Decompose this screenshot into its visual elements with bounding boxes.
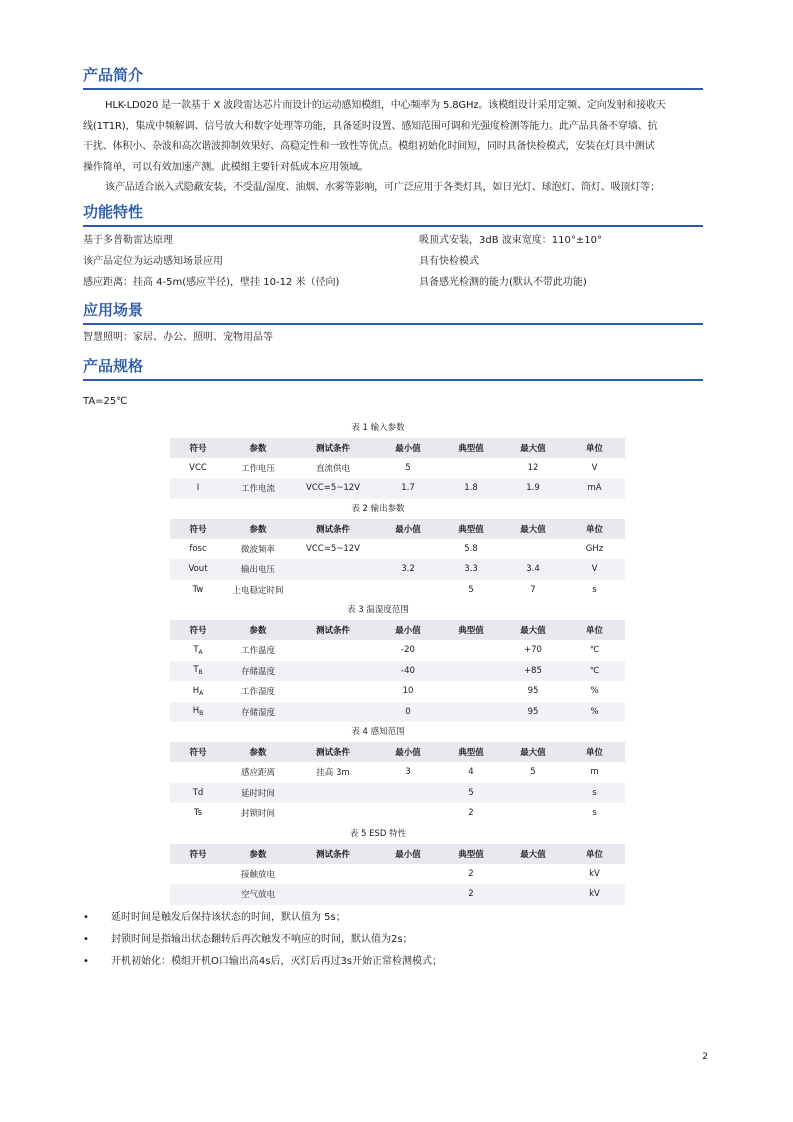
table-cell: 95: [527, 686, 539, 697]
table-header-row: [170, 519, 625, 539]
table-row: [170, 864, 625, 885]
bullet-icon: •: [83, 933, 89, 945]
table-cell: 5: [468, 584, 474, 595]
table-cell: VCC=5~12V: [306, 543, 360, 554]
section-rule: [83, 88, 703, 90]
table-cell: 工作湿度: [240, 687, 275, 698]
table-cell: [502, 864, 564, 885]
table-cell: 3.3: [440, 559, 502, 580]
spec-table: [170, 620, 625, 722]
table-cell: +70: [524, 645, 542, 656]
table-cell: 7: [530, 584, 536, 595]
table-header-cell: 参数: [226, 742, 290, 762]
table-cell: [290, 580, 376, 601]
table-cell: ℃: [589, 645, 600, 656]
table-header-cell: 单位: [564, 742, 625, 762]
table-header-cell: 参数: [226, 620, 290, 640]
table-cell: [290, 783, 376, 804]
feature-item: 吸顶式安装，3dB 波束宽度：110°±10°: [419, 234, 602, 246]
table-header-cell: 最小值: [376, 620, 440, 640]
table-cell: [502, 803, 564, 824]
table-cell: 5.8: [464, 543, 478, 554]
section-title-intro: 产品简介: [83, 66, 144, 84]
spec-table: [170, 742, 625, 824]
table-header-cell: 参数: [226, 438, 290, 458]
feature-list: [83, 230, 703, 293]
table-cell: [170, 864, 226, 885]
table-cell: 直流供电: [315, 463, 350, 474]
table-cell: [502, 539, 564, 560]
table-cell: [170, 762, 226, 783]
table-cell: 2: [468, 868, 474, 879]
table-header-cell: 符号: [170, 438, 226, 458]
table-cell: s: [592, 808, 597, 819]
table-cell: [290, 884, 376, 905]
table-cell: 1.9: [502, 478, 564, 499]
table-header-row: [170, 742, 625, 762]
table-header-cell: 测试条件: [290, 742, 376, 762]
table-caption: 表 4 感知范围: [351, 727, 405, 737]
table-cell: $T_B$: [170, 661, 226, 682]
note-text: 延时时间是触发后保持该状态的时间，默认值为 5s；: [111, 911, 346, 923]
table-cell: [502, 783, 564, 804]
bullet-icon: •: [83, 955, 89, 967]
table-cell: 输出电压: [226, 559, 290, 580]
table-row: [170, 580, 625, 601]
table-cell: [376, 539, 440, 560]
table-header-cell: 测试条件: [290, 844, 376, 864]
table-cell: 4: [468, 767, 474, 778]
table-cell: [376, 884, 440, 905]
table-cell: 工作电流: [226, 478, 290, 499]
feature-item: 具备感光检测的能力(默认不带此功能): [419, 276, 587, 288]
table-cell: [290, 681, 376, 702]
table-cell: 工作电压: [240, 463, 275, 474]
table-header-cell: 典型值: [440, 620, 502, 640]
table-cell: Ts: [193, 808, 203, 819]
section-rule: [83, 225, 703, 227]
table-header-row: [170, 844, 625, 864]
table-row: [170, 783, 625, 804]
table-header-cell: 最小值: [376, 844, 440, 864]
feature-item: 该产品定位为运动感知场景应用: [83, 255, 223, 267]
table-cell: %: [564, 702, 625, 723]
table-caption: 表 2 输出参数: [351, 503, 405, 514]
table-cell: 接触放电: [240, 869, 275, 880]
table-cell: [290, 864, 376, 885]
table-cell: [170, 884, 226, 905]
table-caption: 表 5 ESD 特性: [349, 828, 407, 839]
table-cell: [290, 702, 376, 723]
table-header-row: [170, 620, 625, 640]
table-cell: 3: [405, 767, 411, 778]
table-cell: 存储温度: [226, 661, 290, 682]
table-row: [170, 702, 625, 723]
table-cell: I: [170, 478, 226, 499]
intro-line: 操作简单，可以有效加速产测。此模组主要针对低成本应用领域。: [83, 161, 369, 173]
table-cell: 2: [468, 808, 474, 819]
table-header-cell: 典型值: [440, 844, 502, 864]
section-rule: [83, 323, 703, 325]
table-header-cell: 测试条件: [290, 519, 376, 539]
table-cell: ℃: [564, 661, 625, 682]
table-cell: kV: [589, 868, 600, 879]
table-cell: [376, 783, 440, 804]
table-cell: V: [591, 462, 598, 473]
notes-list: [83, 907, 703, 973]
table-cell: fosc: [189, 543, 207, 554]
table-header-cell: 单位: [564, 844, 625, 864]
table-cell: mA: [564, 478, 625, 499]
table-header-cell: 参数: [226, 519, 290, 539]
section-title-features: 功能特性: [83, 202, 144, 221]
table-header-cell: 典型值: [440, 742, 502, 762]
intro-line: 线(1T1R)，集成中频解调、信号放大和数字处理等功能，具备延时设置、感知范围可调和光强度检测等能力。此产品具备不穿墙、抗: [83, 120, 658, 132]
table-cell: [290, 661, 376, 682]
table-header-cell: 最大值: [502, 519, 564, 539]
table-row: [170, 661, 625, 682]
table-cell: 0: [376, 702, 440, 723]
note-item: [83, 929, 703, 951]
table-caption: 表 1 输入参数: [351, 422, 405, 433]
feature-item: 感应距离：挂高 4-5m(感应半径)，壁挂 10-12 米（径向): [83, 276, 340, 288]
spec-tables: [83, 418, 703, 905]
note-text: 开机初始化：模组开机O口输出高4s后，灭灯后再过3s开始正常检测模式；: [111, 955, 443, 967]
table-cell: 存储湿度: [226, 702, 290, 723]
table-cell: [440, 702, 502, 723]
table-header-cell: 最小值: [376, 742, 440, 762]
section-title-specs: 产品规格: [83, 356, 144, 375]
table-cell: 3.4: [502, 559, 564, 580]
table-row: [170, 884, 625, 905]
feature-item: 具有快检模式: [419, 255, 479, 267]
ta-condition: TA=25℃: [83, 395, 128, 407]
table-cell: [290, 803, 376, 824]
intro-line: 该产品适合嵌入式隐蔽安装，不受温/湿度、油烟、水雾等影响，可广泛应用于各类灯具，如日光灯、球泡灯、筒灯、吸顶灯等；: [105, 182, 660, 193]
intro-paragraph: [83, 96, 703, 199]
table-cell: GHz: [585, 543, 604, 554]
table-header-cell: 最大值: [502, 438, 564, 458]
table-cell: 上电稳定时间: [232, 585, 284, 596]
table-header-cell: 最大值: [502, 844, 564, 864]
table-row: [170, 559, 625, 580]
feature-item: 基于多普勒雷达原理: [83, 234, 173, 246]
bullet-icon: •: [83, 911, 89, 923]
table-cell: 空气放电: [226, 884, 290, 905]
table-cell: +85: [502, 661, 564, 682]
table-header-cell: 单位: [564, 438, 625, 458]
table-cell: [376, 864, 440, 885]
table-cell: 1.7: [376, 478, 440, 499]
table-header-cell: 符号: [170, 519, 226, 539]
table-cell: $H_A$: [192, 685, 204, 697]
table-row: [170, 803, 625, 824]
table-cell: -40: [376, 661, 440, 682]
table-header-cell: 最小值: [376, 519, 440, 539]
spec-table: [170, 844, 625, 905]
table-cell: -20: [401, 645, 415, 656]
table-header-cell: 最大值: [502, 742, 564, 762]
table-cell: [440, 681, 502, 702]
table-cell: 2: [440, 884, 502, 905]
table-cell: 5: [530, 767, 536, 778]
table-cell: [290, 559, 376, 580]
table-header-cell: 测试条件: [290, 620, 376, 640]
table-row: [170, 640, 625, 661]
table-cell: %: [590, 686, 599, 697]
table-cell: 12: [527, 462, 539, 473]
table-cell: [440, 640, 502, 661]
table-cell: [502, 884, 564, 905]
table-cell: Vout: [170, 559, 226, 580]
table-cell: kV: [564, 884, 625, 905]
table-cell: VCC: [189, 462, 207, 473]
table-cell: s: [564, 783, 625, 804]
table-row: [170, 762, 625, 783]
table-header-cell: 典型值: [440, 519, 502, 539]
table-cell: 封锁时间: [240, 809, 275, 820]
table-cell: 95: [502, 702, 564, 723]
table-cell: 感应距离: [240, 768, 275, 779]
table-cell: 挂高 3m: [316, 768, 350, 779]
table-row: [170, 478, 625, 499]
note-item: [83, 907, 703, 929]
note-text: 封锁时间是指输出状态翻转后再次触发不响应的时间，默认值为2s；: [111, 933, 413, 945]
table-cell: [440, 661, 502, 682]
table-cell: [440, 458, 502, 479]
table-row: [170, 458, 625, 479]
intro-line: HLK-LD020 是一款基于 X 波段雷达芯片而设计的运动感知模组，中心频率为 5.8GHz。该模组设计采用定频、定向发射和接收天: [105, 100, 666, 111]
section-rule: [83, 379, 703, 381]
table-header-cell: 单位: [564, 620, 625, 640]
table-header-cell: 符号: [170, 844, 226, 864]
table-cell: Tw: [192, 584, 204, 595]
section-title-applications: 应用场景: [83, 300, 144, 319]
table-cell: VCC=5~12V: [290, 478, 376, 499]
table-header-cell: 最大值: [502, 620, 564, 640]
table-header-cell: 最小值: [376, 438, 440, 458]
table-cell: 10: [402, 686, 414, 697]
table-row: [170, 681, 625, 702]
table-caption: 表 3 温湿度范围: [347, 605, 409, 615]
document-page: [83, 64, 703, 973]
table-header-cell: 单位: [564, 519, 625, 539]
note-item: [83, 951, 703, 973]
table-header-row: [170, 438, 625, 458]
table-header-cell: 典型值: [440, 438, 502, 458]
table-cell: $T_A$: [193, 644, 203, 656]
table-cell: 3.2: [376, 559, 440, 580]
table-cell: 工作温度: [240, 646, 275, 657]
intro-line: 干扰、体积小、杂波和高次谐波抑制效果好、高稳定性和一致性等优点。模组初始化时间短，同时具备快检模式，安装在灯具中测试: [83, 141, 655, 152]
applications-text: 智慧照明：家居、办公、照明、宠物用品等: [83, 331, 273, 343]
table-row: [170, 539, 625, 560]
table-header-cell: 符号: [170, 620, 226, 640]
spec-table: [170, 519, 625, 601]
table-header-cell: 参数: [226, 844, 290, 864]
table-cell: $H_B$: [170, 702, 226, 723]
table-cell: [376, 803, 440, 824]
spec-table: [170, 438, 625, 499]
table-cell: 1.8: [440, 478, 502, 499]
table-cell: 微波频率: [240, 544, 275, 555]
table-cell: m: [590, 767, 599, 778]
table-cell: 5: [440, 783, 502, 804]
page-number: 2: [702, 1052, 708, 1062]
table-cell: [376, 580, 440, 601]
table-header-cell: 测试条件: [290, 438, 376, 458]
table-cell: 延时时间: [226, 783, 290, 804]
table-cell: V: [564, 559, 625, 580]
table-cell: 5: [405, 462, 411, 473]
table-cell: [290, 640, 376, 661]
table-cell: Td: [170, 783, 226, 804]
table-cell: s: [592, 584, 597, 595]
table-header-cell: 符号: [170, 742, 226, 762]
